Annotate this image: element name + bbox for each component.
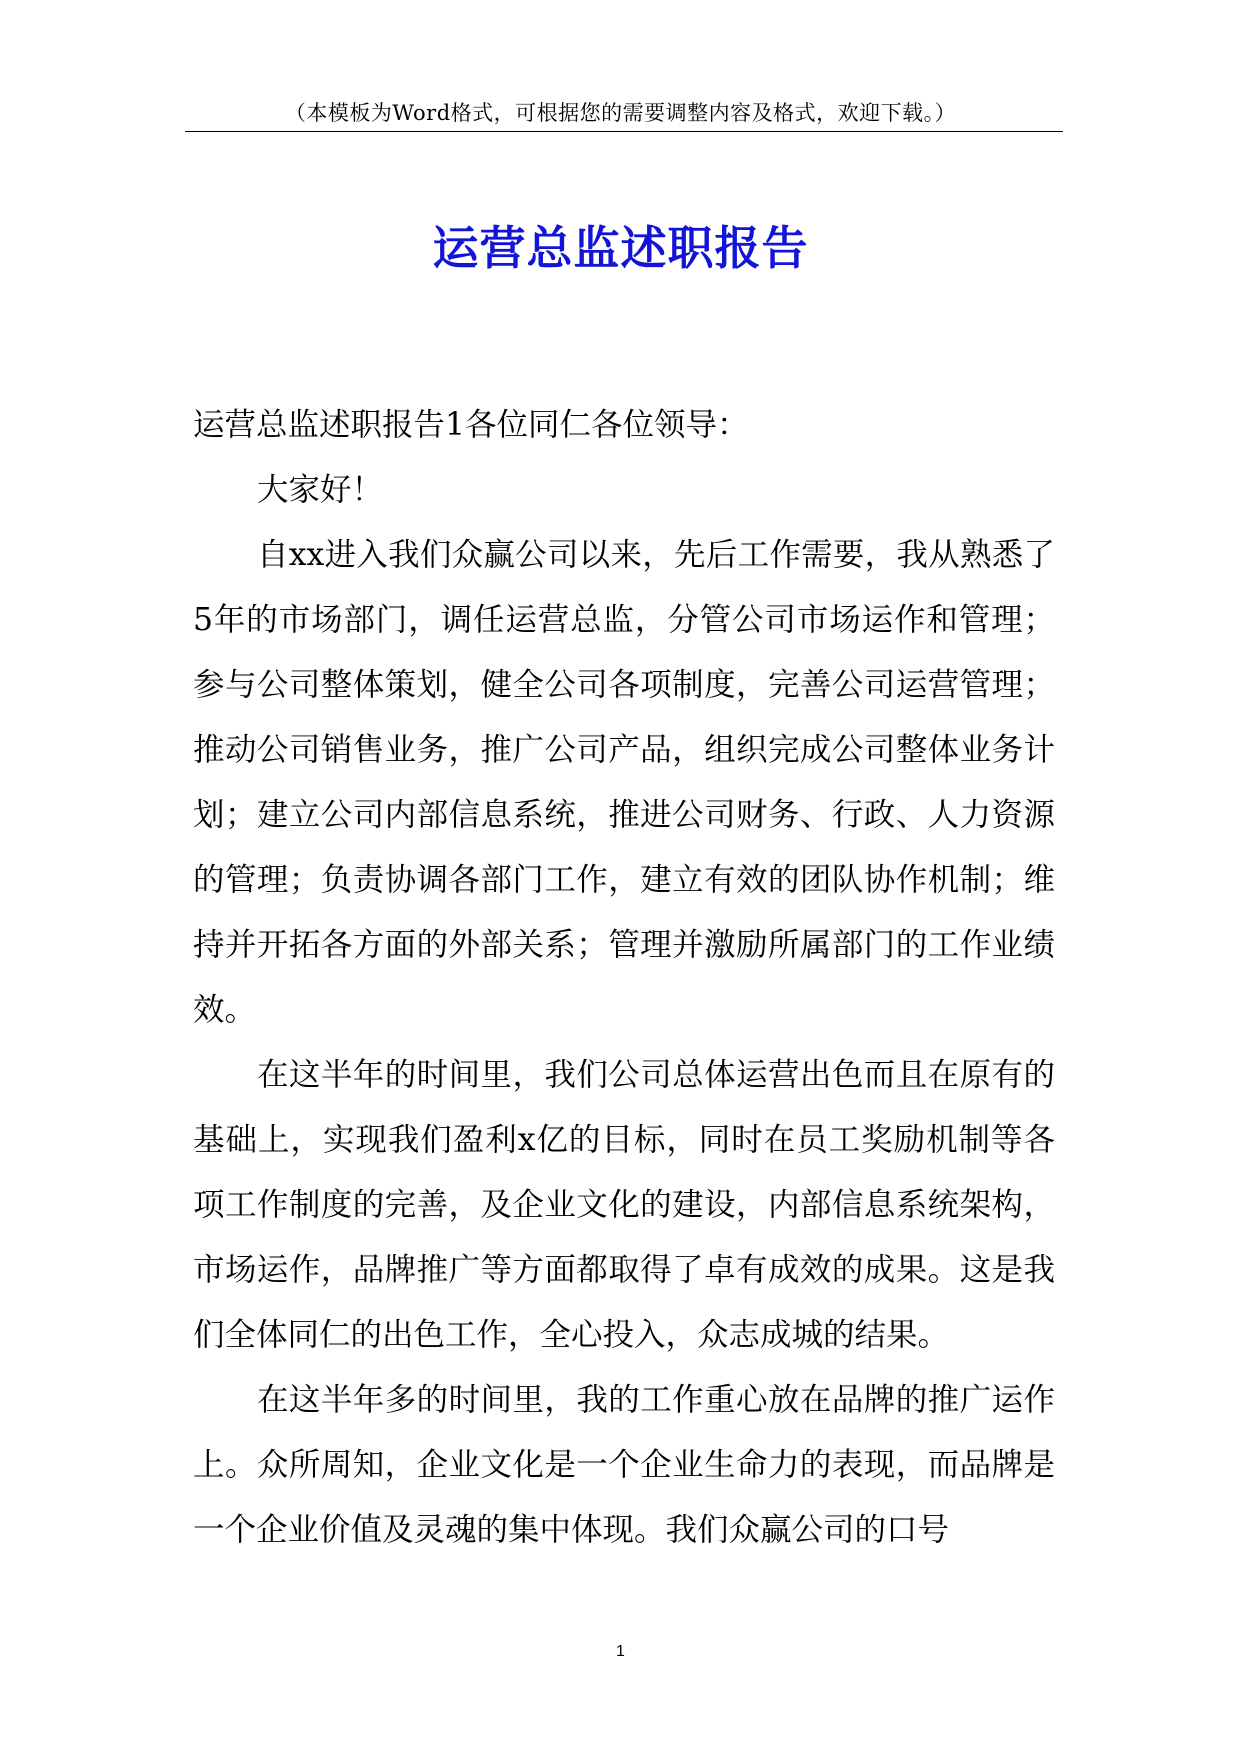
body-paragraph: 在这半年多的时间里，我的工作重心放在品牌的推广运作上。众所周知，企业文化是一个企业生命力的表现，而品牌是一个企业价值及灵魂的集中体现。我们众赢公司的口号 — [193, 1382, 1055, 1548]
page-number: 1 — [616, 1643, 625, 1660]
document-body — [193, 393, 1055, 1563]
document-title: 运营总监述职报告 — [432, 221, 809, 275]
header-divider — [185, 131, 1063, 132]
body-paragraph: 在这半年的时间里，我们公司总体运营出色而且在原有的基础上，实现我们盈利x亿的目标，同时在员工奖励机制等各项工作制度的完善，及企业文化的建设，内部信息系统架构，市场运作，品牌推广等方面都取得了卓有成效的成果。这是我们全体同仁的出色工作，全心投入，众志成城的结果。 — [193, 1057, 1055, 1353]
template-note: （本模板为Word格式，可根据您的需要调整内容及格式，欢迎下载。） — [284, 101, 957, 125]
body-paragraph: 自xx进入我们众赢公司以来，先后工作需要，我从熟悉了5年的市场部门，调任运营总监，分管公司市场运作和管理；参与公司整体策划，健全公司各项制度，完善公司运营管理；推动公司销售业务，推广公司产品，组织完成公司整体业务计划；建立公司内部信息系统，推进公司财务、行政、人力资源的管理；负责协调各部门工作，建立有效的团队协作机制；维持并开拓各方面的外部关系；管理并激励所属部门的工作业绩效。 — [193, 537, 1055, 1028]
greeting-paragraph: 大家好！ — [257, 472, 384, 508]
opening-line: 运营总监述职报告1各位同仁各位领导： — [193, 407, 749, 443]
